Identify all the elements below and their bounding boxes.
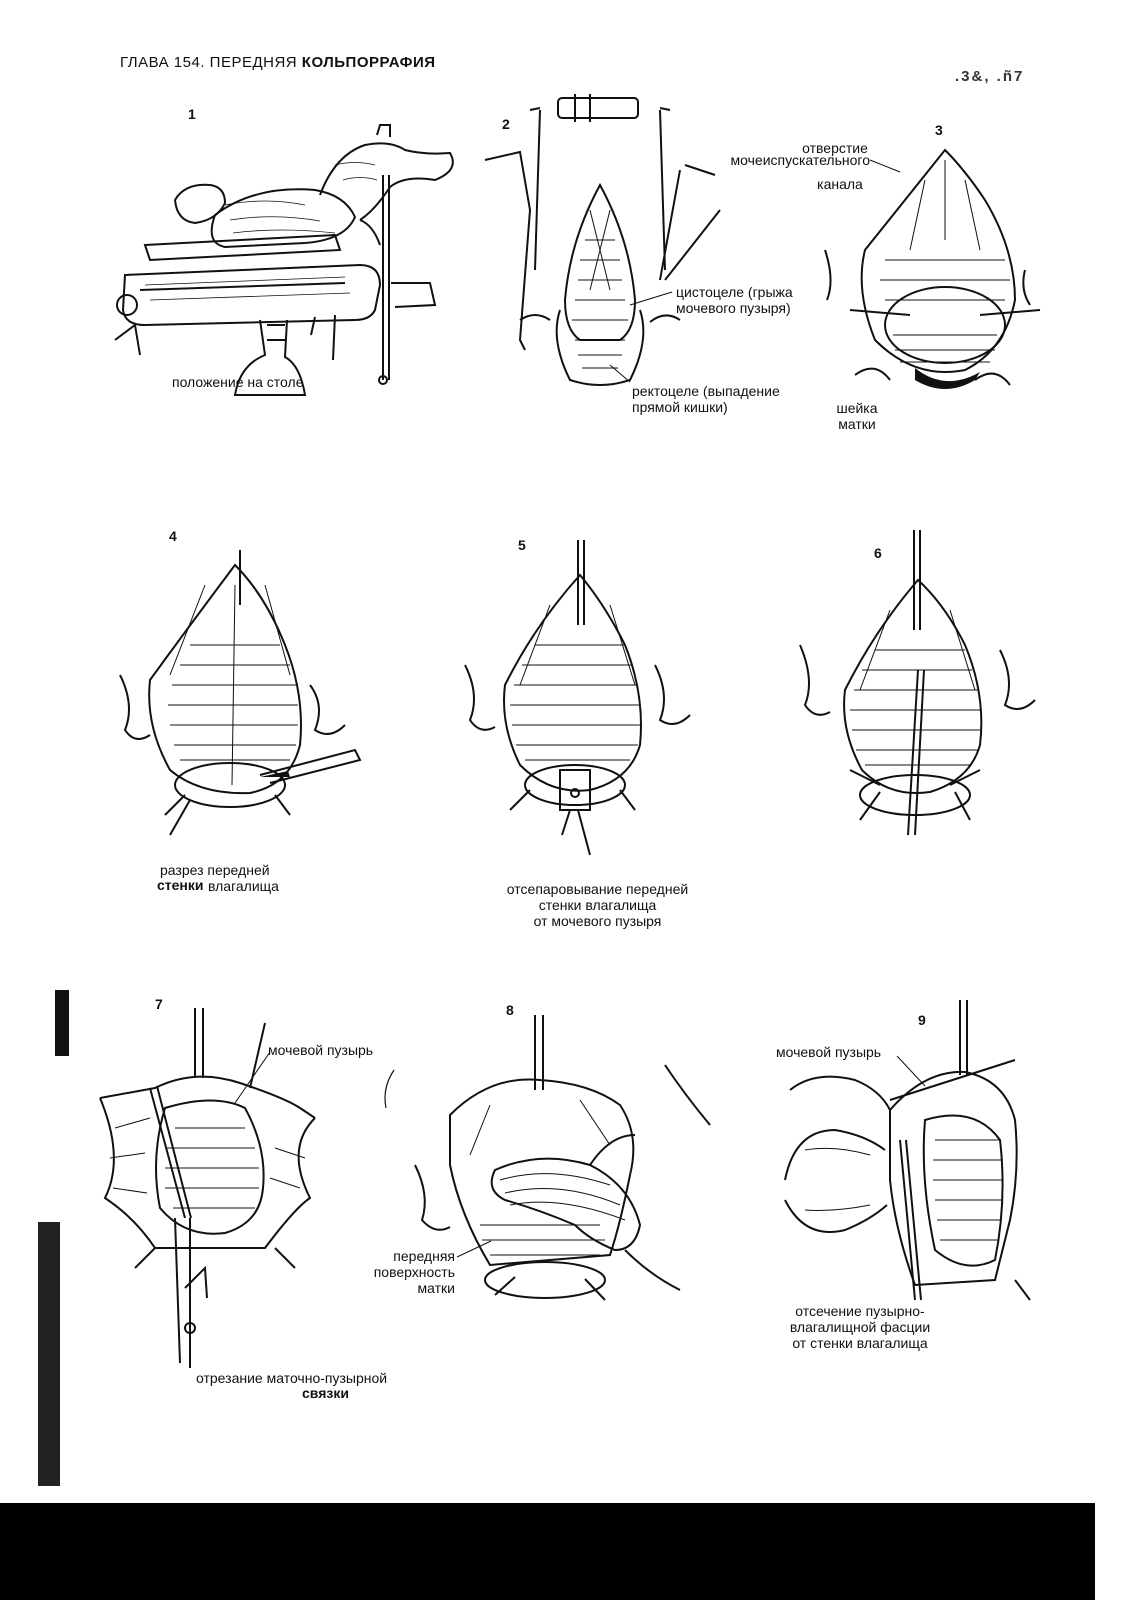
figure-6-illustration bbox=[790, 530, 1040, 840]
figure-number-9: 9 bbox=[918, 1012, 926, 1028]
figure-8-caption-line-3: матки bbox=[417, 1280, 455, 1296]
figure-9-illustration bbox=[775, 1000, 1035, 1300]
figure-3-caption-canal: канала bbox=[817, 176, 863, 192]
figure-9-leader-line bbox=[895, 1052, 945, 1092]
page-header bbox=[120, 54, 436, 71]
figure-7-caption-cut-2: связки bbox=[302, 1385, 349, 1401]
scan-edge-mark bbox=[55, 990, 69, 1056]
figure-8-leader-line bbox=[455, 1235, 495, 1265]
figure-9-caption-bladder: мочевой пузырь bbox=[776, 1044, 882, 1060]
scan-edge-strip bbox=[38, 1222, 60, 1486]
figure-8-caption-line-2: поверхность bbox=[373, 1264, 455, 1280]
chapter-label: ГЛАВА 154. ПЕРЕДНЯЯ bbox=[120, 54, 298, 71]
figure-2-caption-rectocele-1: ректоцеле (выпадение bbox=[632, 383, 780, 399]
figure-number-8: 8 bbox=[506, 1002, 514, 1018]
figure-8-illustration bbox=[410, 1015, 720, 1315]
figure-number-6: 6 bbox=[874, 545, 882, 561]
chapter-title: КОЛЬПОРРАФИЯ bbox=[301, 54, 436, 71]
figure-5-caption-line-1: отсепаровывание передней bbox=[506, 881, 689, 897]
figure-4-caption-incision-1: разрез передней bbox=[160, 862, 270, 878]
figure-7-leader-line bbox=[220, 1048, 280, 1108]
figure-9-caption-line-2: влагалищной фасции bbox=[789, 1319, 931, 1335]
figure-3-caption-opening: отверстие bbox=[802, 140, 868, 156]
figure-number-5: 5 bbox=[518, 537, 526, 553]
figure-2-caption-cystocele-1: цистоцеле (грыжа bbox=[676, 284, 793, 300]
figure-7-caption-cut-1: отрезание маточно-пузырной bbox=[196, 1370, 388, 1386]
figure-2-caption-rectocele-2: прямой кишки) bbox=[632, 399, 728, 415]
figure-5-caption-line-2: стенки влагалища bbox=[538, 897, 657, 913]
figure-1-caption-position: положение на столе bbox=[172, 374, 304, 390]
page-mark: .3&, .ñ7 bbox=[955, 68, 1025, 85]
figure-7-caption-bladder: мочевой пузырь bbox=[268, 1042, 374, 1058]
figure-1-illustration bbox=[105, 125, 460, 395]
figure-2-caption-cystocele-2: мочевого пузыря) bbox=[676, 300, 791, 316]
figure-4-caption-incision-2: стенки bbox=[157, 877, 204, 893]
figure-3-caption-cervix-1: шейка bbox=[836, 400, 878, 416]
figure-9-caption-line-1: отсечение пузырно- bbox=[795, 1303, 925, 1319]
figure-9-caption-line-3: от стенки влагалища bbox=[792, 1335, 928, 1351]
figure-4-illustration bbox=[110, 545, 370, 845]
figure-number-3: 3 bbox=[935, 122, 943, 138]
figure-2-caption-urethra: мочеиспускательного bbox=[730, 152, 870, 168]
figure-number-2: 2 bbox=[502, 116, 510, 132]
figure-4-caption-incision-3: влагалища bbox=[208, 878, 279, 894]
figure-number-1: 1 bbox=[188, 106, 196, 122]
figure-5-illustration bbox=[450, 535, 700, 855]
figure-3-caption-cervix-2: матки bbox=[838, 416, 876, 432]
scan-bottom-bar bbox=[0, 1503, 1095, 1600]
figure-3-illustration bbox=[815, 140, 1035, 400]
figure-8-caption-line-1: передняя bbox=[393, 1248, 455, 1264]
figure-8-curve-mark bbox=[380, 1068, 400, 1113]
figure-number-4: 4 bbox=[169, 528, 177, 544]
figure-number-7: 7 bbox=[155, 996, 163, 1012]
figure-5-caption-line-3: от мочевого пузыря bbox=[533, 913, 662, 929]
